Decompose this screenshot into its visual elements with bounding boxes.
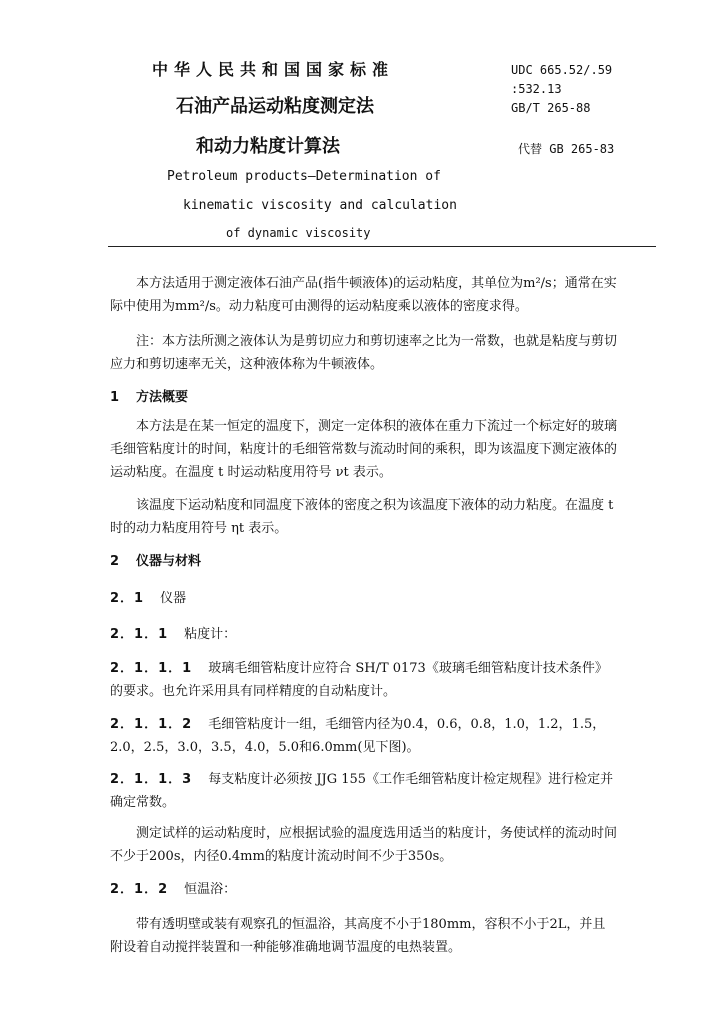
clause-number: 2．1．1．2 bbox=[110, 717, 193, 732]
section-number: 1 bbox=[110, 390, 121, 405]
title-english-line2: kinematic viscosity and calculation bbox=[183, 198, 457, 213]
section-1-heading bbox=[110, 386, 618, 409]
title-english-line3: of dynamic viscosity bbox=[226, 226, 371, 240]
section-number: 2 bbox=[110, 554, 121, 569]
title-english-line1: Petroleum products—Determination of bbox=[167, 169, 441, 184]
clause-text: 每支粘度计必须按 JJG 155《工作毛细管粘度计检定规程》进行检定并确定常数。 bbox=[110, 772, 614, 810]
section-2-heading bbox=[110, 550, 618, 573]
clause-text: 恒温浴： bbox=[184, 882, 237, 897]
udc-code-line2: :532.13 bbox=[511, 82, 562, 96]
clause-2-1 bbox=[110, 587, 618, 610]
intro-paragraph: 本方法适用于测定液体石油产品(指牛顿液体)的运动粘度，其单位为m²/s；通常在实际中使用为mm²/s。动力粘度可由测得的运动粘度乘以液体的密度求得。 bbox=[110, 276, 617, 314]
clause-text: 粘度计： bbox=[184, 627, 237, 642]
section-1-paragraph-1: 本方法是在某一恒定的温度下，测定一定体积的液体在重力下流过一个标定好的玻璃毛细管粘度计的时间，粘度计的毛细管常数与流动时间的乘积，即为该温度下测定液体的运动粘度。在温度 t 时运动粘度用符号 νt 表示。 bbox=[110, 419, 618, 480]
clause-number: 2．1．1．1 bbox=[110, 661, 193, 676]
clause-2-1-2 bbox=[110, 878, 618, 901]
clause-2-1-1-3 bbox=[110, 768, 618, 814]
clause-2-1-1-1 bbox=[110, 657, 618, 703]
clause-number: 2．1 bbox=[110, 591, 145, 606]
note-paragraph: 注：本方法所测之液体认为是剪切应力和剪切速率之比为一常数，也就是粘度与剪切应力和剪切速率无关，这种液体称为牛顿液体。 bbox=[110, 334, 618, 372]
clause-number: 2．1．2 bbox=[110, 882, 169, 897]
section-1-paragraph-2: 该温度下运动粘度和同温度下液体的密度之积为该温度下液体的动力粘度。在温度 t 时的动力粘度用符号 ηt 表示。 bbox=[110, 498, 614, 536]
standard-number: GB/T 265-88 bbox=[511, 101, 591, 115]
clause-2-1-1-2 bbox=[110, 713, 618, 759]
bath-paragraph: 带有透明壁或装有观察孔的恒温浴，其高度不小于180mm，容积不小于2L，并且附设着自动搅拌装置和一种能够准确地调节温度的电热装置。 bbox=[110, 917, 606, 955]
header-divider bbox=[108, 246, 656, 247]
clause-text: 毛细管粘度计一组，毛细管内径为0.4，0.6，0.8，1.0，1.2，1.5，2.0，2.5，3.0，3.5，4.0，5.0和6.0mm(见下图)。 bbox=[110, 717, 606, 755]
udc-code-line1: UDC 665.52/.59 bbox=[511, 63, 613, 77]
clause-number: 2．1．1 bbox=[110, 627, 169, 642]
standard-name: 中华人民共和国国家标准 bbox=[152, 60, 395, 79]
clause-text: 仪器 bbox=[160, 591, 187, 606]
flow-time-paragraph: 测定试样的运动粘度时，应根据试验的温度选用适当的粘度计，务使试样的流动时间不少于200s，内径0.4mm的粘度计流动时间不少于350s。 bbox=[110, 826, 618, 864]
section-title: 仪器与材料 bbox=[136, 554, 202, 569]
title-chinese-line2: 和动力粘度计算法 bbox=[196, 136, 340, 157]
replaces-standard: 代替 GB 265-83 bbox=[518, 142, 615, 156]
clause-2-1-1 bbox=[110, 623, 618, 646]
section-title: 方法概要 bbox=[136, 390, 189, 405]
title-chinese-line1: 石油产品运动粘度测定法 bbox=[176, 96, 374, 117]
clause-number: 2．1．1．3 bbox=[110, 772, 193, 787]
clause-text: 玻璃毛细管粘度计应符合 SH/T 0173《玻璃毛细管粘度计技术条件》的要求。也允许采用具有同样精度的自动粘度计。 bbox=[110, 661, 608, 699]
